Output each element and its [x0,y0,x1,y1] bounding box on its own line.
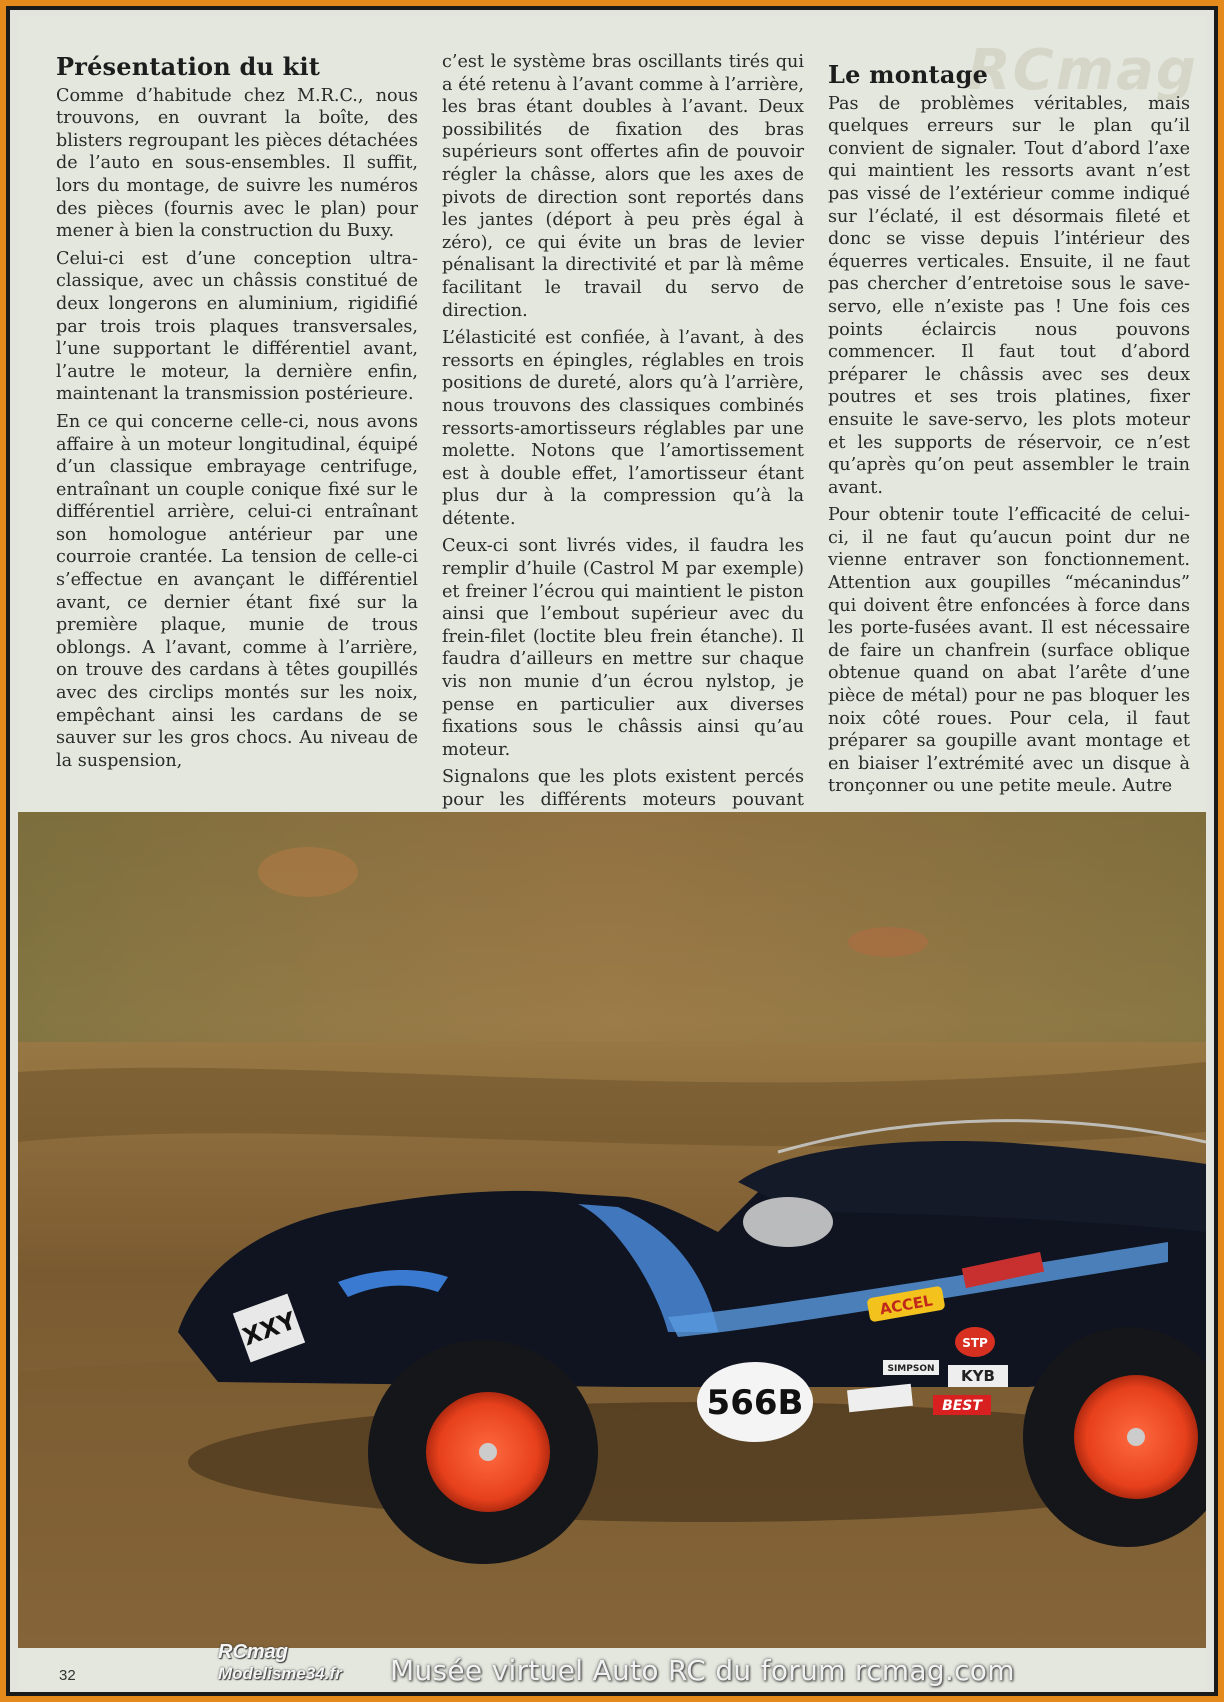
front-wheel [368,1340,598,1564]
wm-logo-line1: RCmag [218,1641,289,1663]
paragraph: Comme d’habitude chez M.R.C., nous trouvons, en ouvrant la boîte, des blisters regroupant les pièces détachées de l’auto en sous-ensembles. Il suffit, lors du montage, de suivre les numéros des pièces (fournis avec le plan) pour mener à bien la construction du Buxy. [56,85,418,242]
decal-simpson [883,1360,939,1375]
paragraph: Pour obtenir toute l’efficacité de celui-ci, il ne faut qu’aucun point dur ne vienne entraver son fonctionnement. Attention aux goupilles “mécanindus” qui doivent être enfoncées à force dans les porte-fusées avant. Il est nécessaire de faire un chanfrein (surface oblique obtenue quand on abat l’arête d’une pièce de métal) pour ne pas bloquer les noix côté roues. Pour cela, il faut préparer sa goupille avant montage et en biaiser l’extrémité avec un disque à tronçonner ou une petite meule. Autre [828,505,1190,797]
column-1 [56,52,418,777]
paragraph: Signalons que les plots existent percés pour les différents moteurs pouvant [442,767,804,810]
rc-car-photo [18,812,1206,1648]
svg-text:BEST: BEST [942,1398,982,1414]
svg-text:ACCEL: ACCEL [878,1291,935,1319]
decal-stp [955,1327,995,1357]
blurred-grass [18,812,1206,1042]
decal-kyb [948,1365,1008,1387]
paragraph: En ce qui concerne celle-ci, nous avons affaire à un moteur longitudinal, équipé d’un classique embrayage centrifuge, entraînant un couple conique fixé sur le différentiel arrière, celui-ci entraînant son homologue antérieur par une courroie crantée. La tension de celle-ci s’effectue en avançant le différentiel avant, ce dernier étant fixé sur la première plaque, munie de trous oblongs. A l’avant, comme à l’arrière, on trouve des cardans à têtes goupillés avec des circlips montés sur les noix, empêchant ainsi les cardans de se sauver sur les gros chocs. Au niveau de la suspension, [56,411,418,771]
page-frame [6,6,1218,1696]
svg-text:STP: STP [962,1336,988,1350]
page-number: 32 [59,1667,76,1684]
paragraph: Ceux-ci sont livrés vides, il faudra les remplir d’huile (Castrol M par exemple) et freiner l’écrou qui maintient le piston ainsi que l’embout supérieur avec du frein-filet (loctite bleu frein étanche). Il faudra d’ailleurs en mettre sur chaque vis non munie d’un écrou nylstop, je pense en particulier aux diverses fixations sous le châssis ainsi qu’au moteur. [442,536,804,760]
footer-watermark-text: Musée virtuel Auto RC du forum rcmag.com [390,1654,1015,1687]
wm-logo-line2: Modelisme34.fr [218,1664,342,1683]
svg-text:XXY: XXY [238,1306,300,1352]
race-number-plate [697,1362,813,1442]
decal-best [933,1395,991,1415]
paragraph: c’est le système bras oscillants tirés qui a été retenu à l’avant comme à l’arrière, les bras étant doubles à l’avant. Deux possibilités de fixation des bras supérieurs sont offertes afin de pouvoir régler la châsse, alors que les axes de pivots de direction sont reportés dans les jantes (déport à peu près égal à zéro), ce qui évite un bras de levier pénalisant la directivité et par là même facilitant le travail du servo de direction. [442,52,804,321]
section-heading-presentation: Présentation du kit [56,52,321,81]
column-2 [442,51,804,839]
rcmag-watermark-logo: RCmag [967,38,1198,103]
svg-text:566B: 566B [706,1383,804,1423]
footer-watermark-logo [218,1642,370,1684]
column-3 [828,60,1190,803]
svg-text:SIMPSON: SIMPSON [887,1364,935,1374]
paragraph: L’élasticité est confiée, à l’avant, à des ressorts en épingles, réglables en trois positions de dureté, alors qu’à l’arrière, nous trouvons des classiques combinés ressorts-amortisseurs réglables par une molette. Notons que l’amortissement est à double effet, l’amortisseur étant plus dur à la compression qu’à la détente. [442,328,804,529]
section-heading-montage: Le montage [828,60,989,89]
paragraph: Celui-ci est d’une conception ultra-classique, avec un châssis constitué de deux longerons en aluminium, rigidifié par trois trois plaques transversales, l’une supportant le différentiel avant, l’autre le moteur, la dernière enfin, maintenant la transmission postérieure. [56,248,418,405]
svg-text:KYB: KYB [961,1367,995,1385]
magazine-page [18,16,1206,1690]
paragraph: Pas de problèmes véritables, mais quelques erreurs sur le plan qu’il convient de signaler. Tout d’abord l’axe qui maintient les ressorts avant n’est pas vissé de l’extérieur comme indiqué sur l’éclaté, il est désormais fileté et donc se visse depuis l’intérieur des équerres verticales. Ensuite, il ne faut pas chercher d’entretoise sous le save-servo, elle n’existe pas ! Une fois ces points éclaircis nous pouvons commencer. Il faut tout d’abord préparer le châssis avec ses deux poutres et ses trois platines, fixer ensuite le save-servo, les plots moteur et les supports de réservoir, ce n’est qu’après qu’on peut assembler le train avant. [828,93,1190,498]
